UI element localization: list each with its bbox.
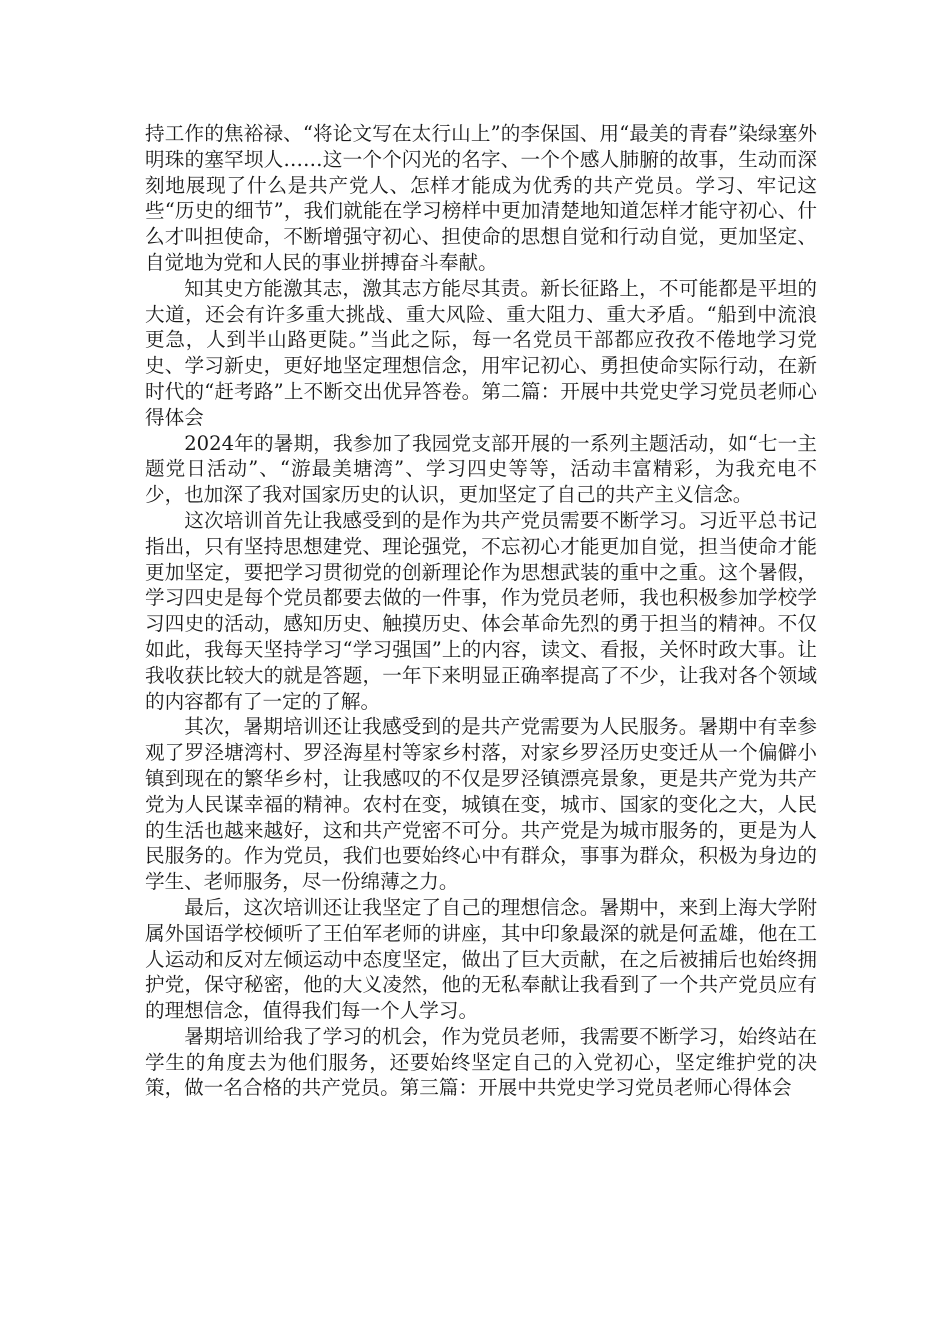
paragraph: 2024年的暑期，我参加了我园党支部开展的一系列主题活动，如“七一主题党日活动”、“游最美塘湾”、学习四史等等，活动丰富精彩，为我充电不少，也加深了我对国家历史的认识，更加坚定了自己的共产主义信念。 (145, 431, 817, 507)
paragraph-continuation: 持工作的焦裕禄、“将论文写在太行山上”的李保国、用“最美的青春”染绿塞外明珠的塞罕坝人……这一个个闪光的名字、一个个感人肺腑的故事，生动而深刻地展现了什么是共产党人、怎样才能成为优秀的共产党员。学习、牢记这些“历史的细节”，我们就能在学习榜样中更加清楚地知道怎样才能守初心、什么才叫担使命，不断增强守初心、担使命的思想自觉和行动自觉，更加坚定、自觉地为党和人民的事业拼搏奋斗奉献。 (145, 122, 817, 274)
paragraph: 其次，暑期培训还让我感受到的是共产党需要为人民服务。暑期中有幸参观了罗泾塘湾村、罗泾海星村等家乡村落，对家乡罗泾历史变迁从一个偏僻小镇到现在的繁华乡村，让我感叹的不仅是罗泾镇漂亮景象，更是共产党为共产党为人民谋幸福的精神。农村在变，城镇在变，城市、国家的变化之大，人民的生活也越来越好，这和共产党密不可分。共产党是为城市服务的，更是为人民服务的。作为党员，我们也要始终心中有群众，事事为群众，积极为身边的学生、老师服务，尽一份绵薄之力。 (145, 715, 817, 894)
paragraph: 知其史方能激其志，激其志方能尽其责。新长征路上，不可能都是平坦的大道，还会有许多重大挑战、重大风险、重大阻力、重大矛盾。“船到中流浪更急，人到半山路更陡。”当此之际，每一名党员干部都应孜孜不倦地学习党史、学习新史，更好地坚定理想信念，用牢记初心、勇担使命实际行动，在新时代的“赶考路”上不断交出优异答卷。第二篇：开展中共党史学习党员老师心得体会 (145, 276, 817, 429)
paragraph: 这次培训首先让我感受到的是作为共产党员需要不断学习。习近平总书记指出，只有坚持思想建党、理论强党，不忘初心才能更加自觉，担当使命才能更加坚定，要把学习贯彻党的创新理论作为思想武装的重中之重。这个暑假，学习四史是每个党员都要去做的一件事，作为党员老师，我也积极参加学校学习四史的活动，感知历史、触摸历史、体会革命先烈的勇于担当的精神。不仅如此，我每天坚持学习“学习强国”上的内容，读文、看报，关怀时政大事。让我收获比较大的就是答题，一年下来明显正确率提高了不少，让我对各个领域的内容都有了一定的了解。 (145, 508, 817, 713)
document-page (145, 121, 817, 1101)
paragraph: 暑期培训给我了学习的机会，作为党员老师，我需要不断学习，始终站在学生的角度去为他们服务，还要始终坚定自己的入党初心，坚定维护党的决策，做一名合格的共产党员。第三篇：开展中共党史学习党员老师心得体会 (145, 1024, 817, 1100)
paragraph: 最后，这次培训还让我坚定了自己的理想信念。暑期中，来到上海大学附属外国语学校倾听了王伯军老师的讲座，其中印象最深的就是何孟雄，他在工人运动和反对左倾运动中态度坚定，做出了巨大贡献，在之后被捕后也始终拥护党，保守秘密，他的大义凌然，他的无私奉献让我看到了一个共产党员应有的理想信念，值得我们每一个人学习。 (145, 895, 817, 1023)
